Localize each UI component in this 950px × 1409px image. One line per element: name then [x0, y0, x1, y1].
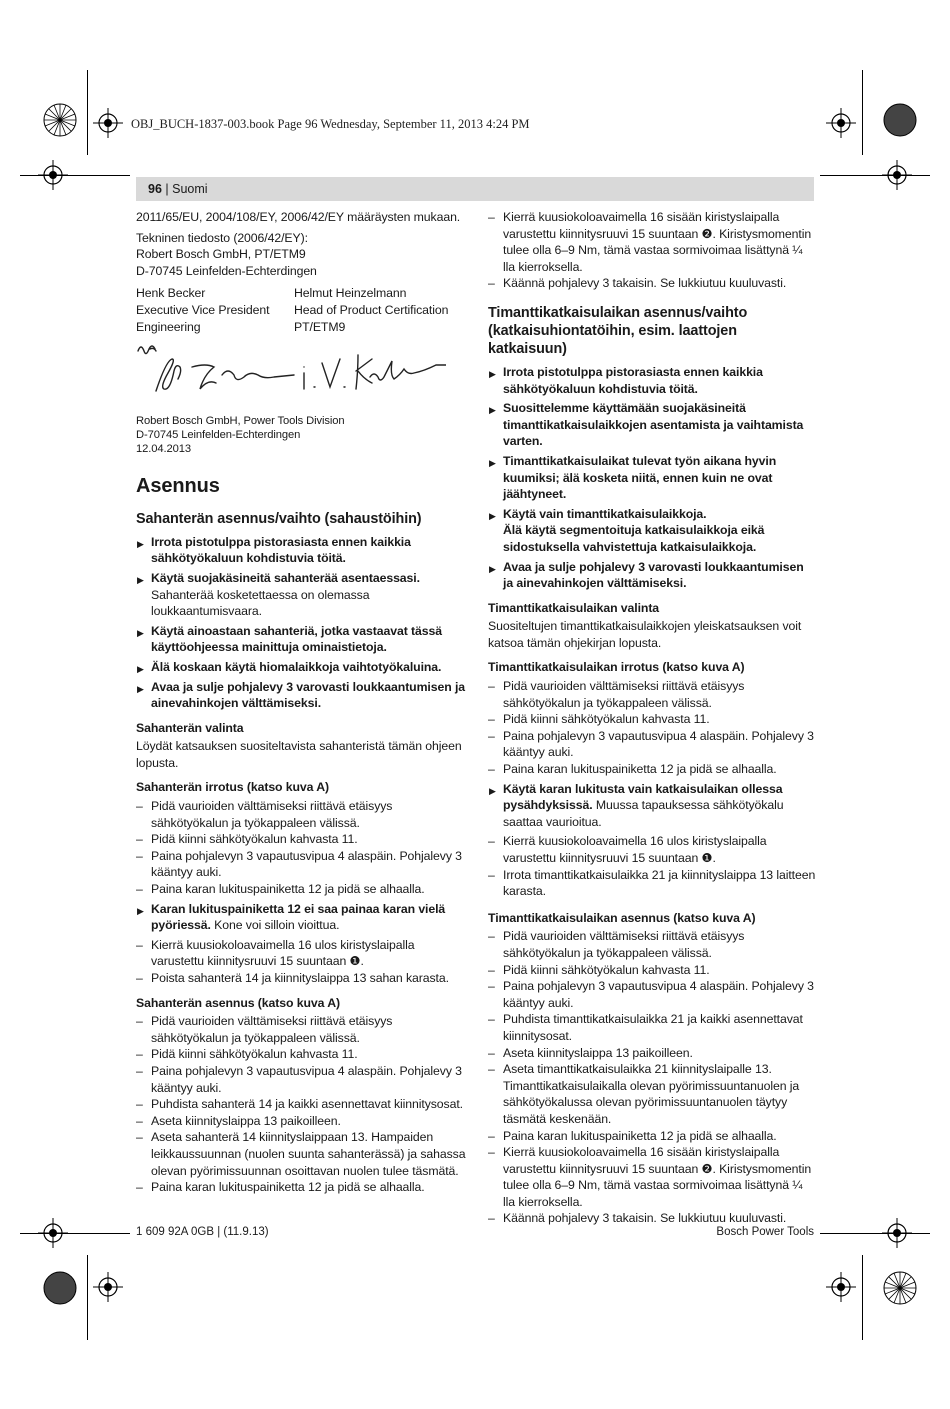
signatory-right	[294, 285, 448, 335]
trim-line	[820, 175, 930, 176]
step-item: – Poista sahanterä 14 ja kiinnityslaippa 13 sahan karasta.	[136, 970, 466, 987]
registration-mark-top-left-icon	[40, 100, 80, 140]
warning-item: ▶ Käytä ainoastaan sahanteriä, jotka vastaavat tässä käyttöohjeessa mainittuja ominaistietoja.	[136, 623, 466, 656]
page-header-bar	[136, 177, 814, 201]
signatory-line: Head of Product Certification	[294, 302, 449, 317]
company-address-block	[136, 414, 466, 456]
step-item: – Kierrä kuusiokoloavaimella 16 sisään kiristyslaipalla varustettu kiinnitysruuvi 15 suuntaan ❷. Kiristysmomentin tulee olla 6–9 Nm, tämä vastaa sormivoimaa lisättynä ¼ lla kierroksella.	[488, 1144, 816, 1210]
trim-line	[862, 1255, 863, 1340]
step-item: – Kierrä kuusiokoloavaimella 16 ulos kiristyslaipalla varustettu kiinnitysruuvi 15 suuntaan ❶.	[488, 833, 816, 866]
trim-line	[87, 1255, 88, 1340]
warning-item: ▶ Suosittelemme käyttämään suojakäsineitä timanttikatkaisulaikkojen asentamista ja vaihtamista varten.	[488, 400, 816, 450]
footer-doc-number: 1 609 92A 0GB | (11.9.13)	[136, 1226, 269, 1238]
registration-mark-bottom-left-icon	[40, 1268, 80, 1308]
technical-file-block	[136, 230, 466, 280]
step-item: – Aseta kiinnityslaippa 13 paikoilleen.	[136, 1113, 466, 1130]
crosshair-bottom-left-icon	[93, 1272, 123, 1302]
step-item: – Paina pohjalevyn 3 vapautusvipua 4 alaspäin. Pohjalevy 3 kääntyy auki.	[136, 848, 466, 881]
step-item: – Irrota timanttikatkaisulaikka 21 ja kiinnityslaippa 13 laitteen karasta.	[488, 867, 816, 900]
crosshair-top-right-icon	[826, 108, 856, 138]
signatory-line: Executive Vice President	[136, 302, 270, 317]
step-item: – Käännä pohjalevy 3 takaisin. Se lukkiutuu kuuluvasti.	[488, 275, 816, 292]
header-language: Suomi	[172, 182, 208, 196]
subsection-title: Timanttikatkaisulaikan asennus/vaihto (katkaisuhiontatöihin, esim. laattojen katkaisuun)	[488, 304, 748, 357]
step-item: – Puhdista sahanterä 14 ja kaikki asennettavat kiinnitysosat.	[136, 1096, 466, 1113]
safety-warning-list	[136, 534, 466, 712]
disc-removal-heading: Timanttikatkaisulaikan irrotus (katso kuva A)	[488, 660, 745, 675]
left-column	[136, 209, 466, 1196]
step-item: – Puhdista timanttikatkaisulaikka 21 ja kaikki asennettavat kiinnitysosat.	[488, 1011, 816, 1044]
tech-file-line: Tekninen tiedosto (2006/42/EY):	[136, 230, 308, 245]
step-item: – Pidä vaurioiden välttämiseksi riittävä etäisyys sähkötyökalun ja työkappaleen välissä.	[488, 678, 816, 711]
step-item: – Pidä kiinni sähkötyökalun kahvasta 11.	[488, 711, 816, 728]
step-item: – Käännä pohjalevy 3 takaisin. Se lukkiutuu kuuluvasti.	[488, 1210, 816, 1227]
trim-line	[820, 1233, 930, 1234]
warning-item: ▶ Avaa ja sulje pohjalevy 3 varovasti loukkaantumisen ja ainevahinkojen välttämiseksi.	[136, 679, 466, 712]
step-item: – Paina pohjalevyn 3 vapautusvipua 4 alaspäin. Pohjalevy 3 kääntyy auki.	[488, 978, 816, 1011]
tech-file-line: D-70745 Leinfelden-Echterdingen	[136, 263, 317, 278]
blade-install-steps	[136, 1013, 466, 1196]
continued-steps	[488, 209, 816, 292]
step-item: – Pidä vaurioiden välttämiseksi riittävä etäisyys sähkötyökalun ja työkappaleen välissä.	[136, 1013, 466, 1046]
print-job-header: OBJ_BUCH-1837-003.book Page 96 Wednesday, September 11, 2013 4:24 PM	[131, 117, 530, 131]
signatory-line: Helmut Heinzelmann	[294, 286, 407, 301]
disc-install-heading: Timanttikatkaisulaikan asennus (katso kuva A)	[488, 910, 756, 925]
step-item: – Paina pohjalevyn 3 vapautusvipua 4 alaspäin. Pohjalevy 3 kääntyy auki.	[136, 1063, 466, 1096]
step-item: – Aseta timanttikatkaisulaikka 21 kiinnityslaipalle 13. Timanttikatkaisulaikalla olevan pyörimissuuntanuolen ja sähkötyökalussa olevan pyörimissuuntanuolen täytyy täsmätä keskenään.	[488, 1061, 816, 1127]
footer-brand: Bosch Power Tools	[716, 1226, 814, 1238]
trim-line	[20, 175, 130, 176]
signatory-line: Henk Becker	[136, 286, 206, 301]
section-title: Asennus	[136, 474, 220, 497]
right-column	[488, 209, 816, 1227]
step-item: – Aseta kiinnityslaippa 13 paikoilleen.	[488, 1045, 816, 1062]
tech-file-line: Robert Bosch GmbH, PT/ETM9	[136, 247, 306, 262]
step-item: – Paina karan lukituspainiketta 12 ja pidä se alhaalla.	[488, 1128, 816, 1145]
warning-item: ▶ Timanttikatkaisulaikat tulevat työn aikana hyvin kuumiksi; älä kosketa niitä, ennen kuin ne ovat jäähtyneet.	[488, 453, 816, 503]
step-item: – Kierrä kuusiokoloavaimella 16 ulos kiristyslaipalla varustettu kiinnitysruuvi 15 suuntaan ❶.	[136, 937, 466, 970]
step-item: – Pidä vaurioiden välttämiseksi riittävä etäisyys sähkötyökalun ja työkappaleen välissä.	[136, 798, 466, 831]
crosshair-bottom-right-icon	[826, 1272, 856, 1302]
signatories-table	[136, 285, 466, 335]
disc-selection-text: Suositeltujen timanttikatkaisulaikkojen yleiskatsauksen voit katsoa tämän ohjekirjan lopusta.	[488, 619, 802, 650]
step-item: – Pidä vaurioiden välttämiseksi riittävä etäisyys sähkötyökalun ja työkappaleen välissä.	[488, 928, 816, 961]
step-item: – Paina karan lukituspainiketta 12 ja pidä se alhaalla.	[488, 761, 816, 778]
blade-selection-heading: Sahanterän valinta	[136, 720, 244, 735]
step-item: – Pidä kiinni sähkötyökalun kahvasta 11.	[488, 962, 816, 979]
trim-line	[20, 1233, 130, 1234]
warning-item: ▶ Älä koskaan käytä hiomalaikkoja vaihtotyökaluina.	[136, 659, 466, 676]
step-item: – Kierrä kuusiokoloavaimella 16 sisään kiristyslaipalla varustettu kiinnitysruuvi 15 suuntaan ❷. Kiristysmomentin tulee olla 6–9 Nm, tämä vastaa sormivoimaa lisättynä ¼ lla kierroksella.	[488, 209, 816, 275]
warning-item: ▶ Karan lukituspainiketta 12 ei saa painaa karan vielä pyöriessä. Kone voi silloin vioittua.	[136, 901, 466, 934]
page-number: 96	[148, 182, 162, 196]
directive-text: 2011/65/EU, 2004/108/EY, 2006/42/EY määräysten mukaan.	[136, 210, 461, 224]
company-line: Robert Bosch GmbH, Power Tools Division	[136, 414, 345, 427]
warning-item: ▶ Käytä karan lukitusta vain katkaisulaikan ollessa pysähdyksissä. Muussa tapauksessa sähkötyökalu saattaa vaurioitua.	[488, 781, 816, 831]
header-separator: |	[165, 182, 169, 196]
warning-item: ▶ Irrota pistotulppa pistorasiasta ennen kaikkia sähkötyökaluun kohdistuvia töitä.	[488, 364, 816, 397]
step-item: – Pidä kiinni sähkötyökalun kahvasta 11.	[136, 831, 466, 848]
step-item: – Paina karan lukituspainiketta 12 ja pidä se alhaalla.	[136, 881, 466, 898]
registration-mark-top-right-icon	[880, 100, 920, 140]
date-line: 12.04.2013	[136, 442, 191, 455]
step-item: – Paina karan lukituspainiketta 12 ja pidä se alhaalla.	[136, 1179, 466, 1196]
disc-install-steps	[488, 928, 816, 1227]
signatory-left	[136, 285, 294, 335]
blade-selection-text: Löydät katsauksen suositeltavista sahanteristä tämän ohjeen lopusta.	[136, 739, 462, 770]
warning-item: ▶ Käytä suojakäsineitä sahanterää asentaessasi. Sahanterää kosketettaessa on olemassa loukkaantumisvaara.	[136, 570, 466, 620]
warning-item: ▶ Avaa ja sulje pohjalevy 3 varovasti loukkaantumisen ja ainevahinkojen välttämiseksi.	[488, 559, 816, 592]
blade-install-heading: Sahanterän asennus (katso kuva A)	[136, 995, 340, 1010]
registration-mark-bottom-right-icon	[880, 1268, 920, 1308]
step-item: – Paina pohjalevyn 3 vapautusvipua 4 alaspäin. Pohjalevy 3 kääntyy auki.	[488, 728, 816, 761]
trim-line	[862, 70, 863, 155]
signatory-line: PT/ETM9	[294, 319, 346, 334]
company-line: D-70745 Leinfelden-Echterdingen	[136, 428, 301, 441]
disc-selection-heading: Timanttikatkaisulaikan valinta	[488, 600, 660, 615]
subsection-title: Sahanterän asennus/vaihto (sahaustöihin)	[136, 510, 422, 527]
handwritten-signatures-icon	[136, 341, 446, 405]
blade-removal-heading: Sahanterän irrotus (katso kuva A)	[136, 780, 330, 795]
step-item: – Aseta sahanterä 14 kiinnityslaippaan 13. Hampaiden leikkaussuunnan (nuolen suunta sahanterässä) ja sahassa olevan pyörimissuunnan osoittavan nuolen tulee täsmätä.	[136, 1129, 466, 1179]
signatory-line: Engineering	[136, 319, 201, 334]
trim-line	[87, 70, 88, 155]
step-item: – Pidä kiinni sähkötyökalun kahvasta 11.	[136, 1046, 466, 1063]
crosshair-top-left-icon	[93, 108, 123, 138]
blade-removal-steps	[136, 798, 466, 987]
disc-removal-steps	[488, 678, 816, 900]
safety-warning-list	[488, 364, 816, 592]
warning-item: ▶ Käytä vain timanttikatkaisulaikkoja. Älä käytä segmentoituja katkaisulaikkoja eikä sidostuksella vahvistettuja katkaisulaikkoja.	[488, 506, 816, 556]
warning-item: ▶ Irrota pistotulppa pistorasiasta ennen kaikkia sähkötyökaluun kohdistuvia töitä.	[136, 534, 466, 567]
